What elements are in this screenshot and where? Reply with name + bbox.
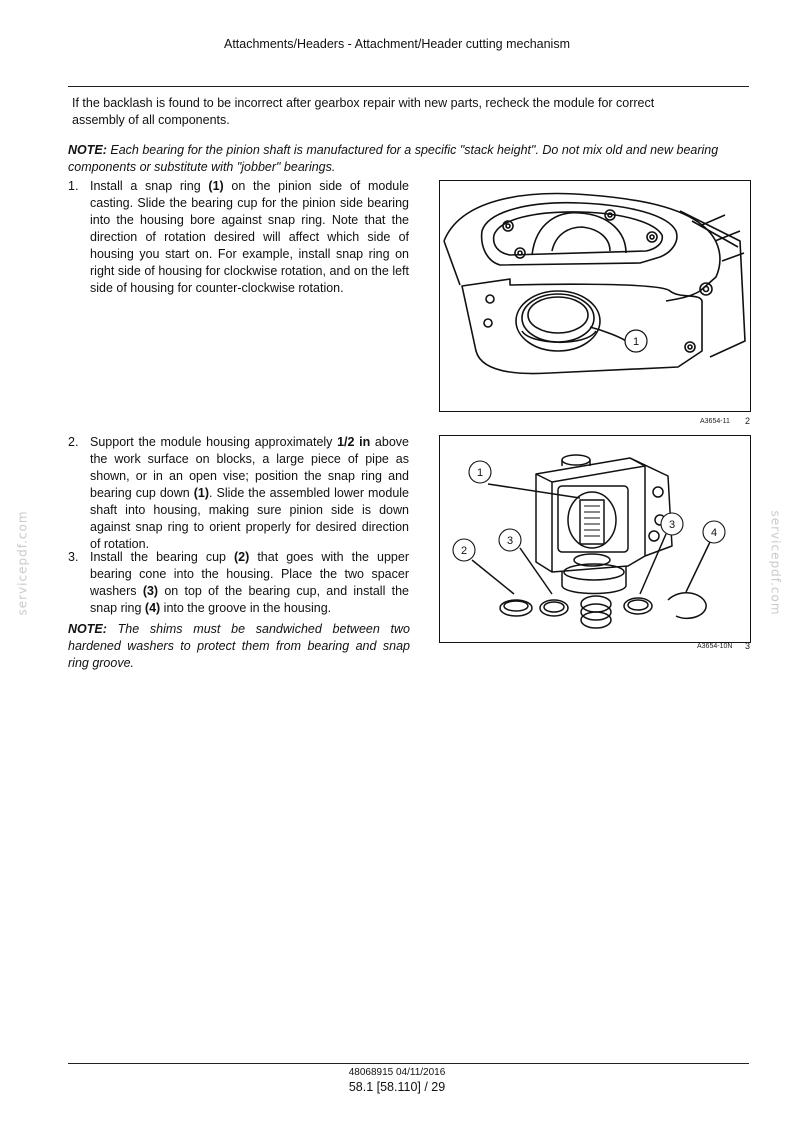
intro-paragraph (72, 95, 752, 129)
step-number: 3. (68, 550, 79, 564)
figure-3-callout-1-label: 1 (476, 467, 484, 479)
step-callout-ref: (1) (208, 179, 224, 193)
figure-3-illustration (440, 436, 750, 642)
figure-2-number: 2 (745, 416, 751, 426)
figure-2-callout-1-label: 1 (632, 336, 640, 348)
step-number: 2. (68, 435, 79, 449)
step-number: 1. (68, 179, 79, 193)
figure-3-callout-3-left-label: 3 (506, 535, 514, 547)
step-1 (68, 178, 409, 297)
note-text-2: components or substitute with "jobber" bearings. (68, 160, 336, 174)
step-text: Support the module housing approximately (90, 435, 338, 449)
figure-3-callout-3-right-label: 3 (668, 519, 676, 531)
note-text-1: Each bearing for the pinion shaft is manufactured for a specific "stack height". Do not mix old and new bearing (106, 143, 719, 157)
header-rule (68, 86, 749, 87)
step-callout-ref: (4) (144, 601, 161, 615)
watermark-right: servicepdf.com (768, 510, 783, 616)
note-shims (68, 621, 410, 672)
step-callout-ref: (3) (142, 584, 159, 598)
note-text: The shims must be sandwiched between two hardened washers to protect them from bearing and snap ring groove. (68, 622, 410, 670)
watermark-left: servicepdf.com (15, 510, 30, 616)
figure-3-callout-2-label: 2 (460, 545, 468, 557)
intro-line-1: If the backlash is found to be incorrect after gearbox repair with new parts, recheck the module for correct (72, 96, 655, 110)
step-text: . Slide the assembled lower module shaft into housing, making sure pinion side is down against snap ring to orient properly for desired direction of rotation. (90, 486, 410, 551)
page-header-title: Attachments/Headers - Attachment/Header cutting mechanism (224, 37, 570, 51)
note-stack-height (68, 142, 758, 176)
footer-rule (68, 1063, 749, 1064)
figure-2-illustration (440, 181, 750, 411)
step-text: Install a snap ring (90, 179, 209, 193)
intro-line-2: assembly of all components. (72, 113, 230, 127)
step-text: on top of the bearing cup, and install the snap ring (90, 584, 409, 615)
step-callout-ref: (1) (193, 486, 210, 500)
step-text: that goes with the upper bearing cone into the housing. Place the two spacer washers (90, 550, 409, 598)
step-text: on the pinion side of module casting. Slide the bearing cup for the pinion side bearing into the housing bore against snap ring. Note that the direction of rotation desired will affect which side of housing you start on. For example, install snap ring on right side of housing for clockwise rotation, and on the left side of housing for counter-clockwise rotation. (90, 179, 409, 295)
figure-2-code: A3654-11 (700, 418, 730, 425)
step-text: Install the bearing cup (90, 550, 235, 564)
figure-3-callout-4-label: 4 (710, 527, 718, 539)
figure-3-code: A3654-10N (697, 643, 733, 650)
step-3 (68, 549, 409, 617)
step-callout-ref: (2) (234, 550, 250, 564)
note-label: NOTE: (68, 143, 107, 157)
note-label: NOTE: (68, 622, 107, 636)
footer-doc-id: 48068915 04/11/2016 (348, 1067, 446, 1078)
figure-2-box (439, 180, 751, 412)
figure-3-box (439, 435, 751, 643)
figure-3-number: 3 (745, 641, 751, 651)
step-callout-ref: 1/2 in (337, 435, 371, 449)
step-2 (68, 434, 410, 553)
step-text: into the groove in the housing. (160, 601, 332, 615)
step-text: above the work surface on blocks, a large piece of pipe as shown, or in an open vise; position the snap ring and bearing cup down (90, 435, 409, 500)
footer-page-number: 58.1 [58.110] / 29 (348, 1080, 446, 1094)
